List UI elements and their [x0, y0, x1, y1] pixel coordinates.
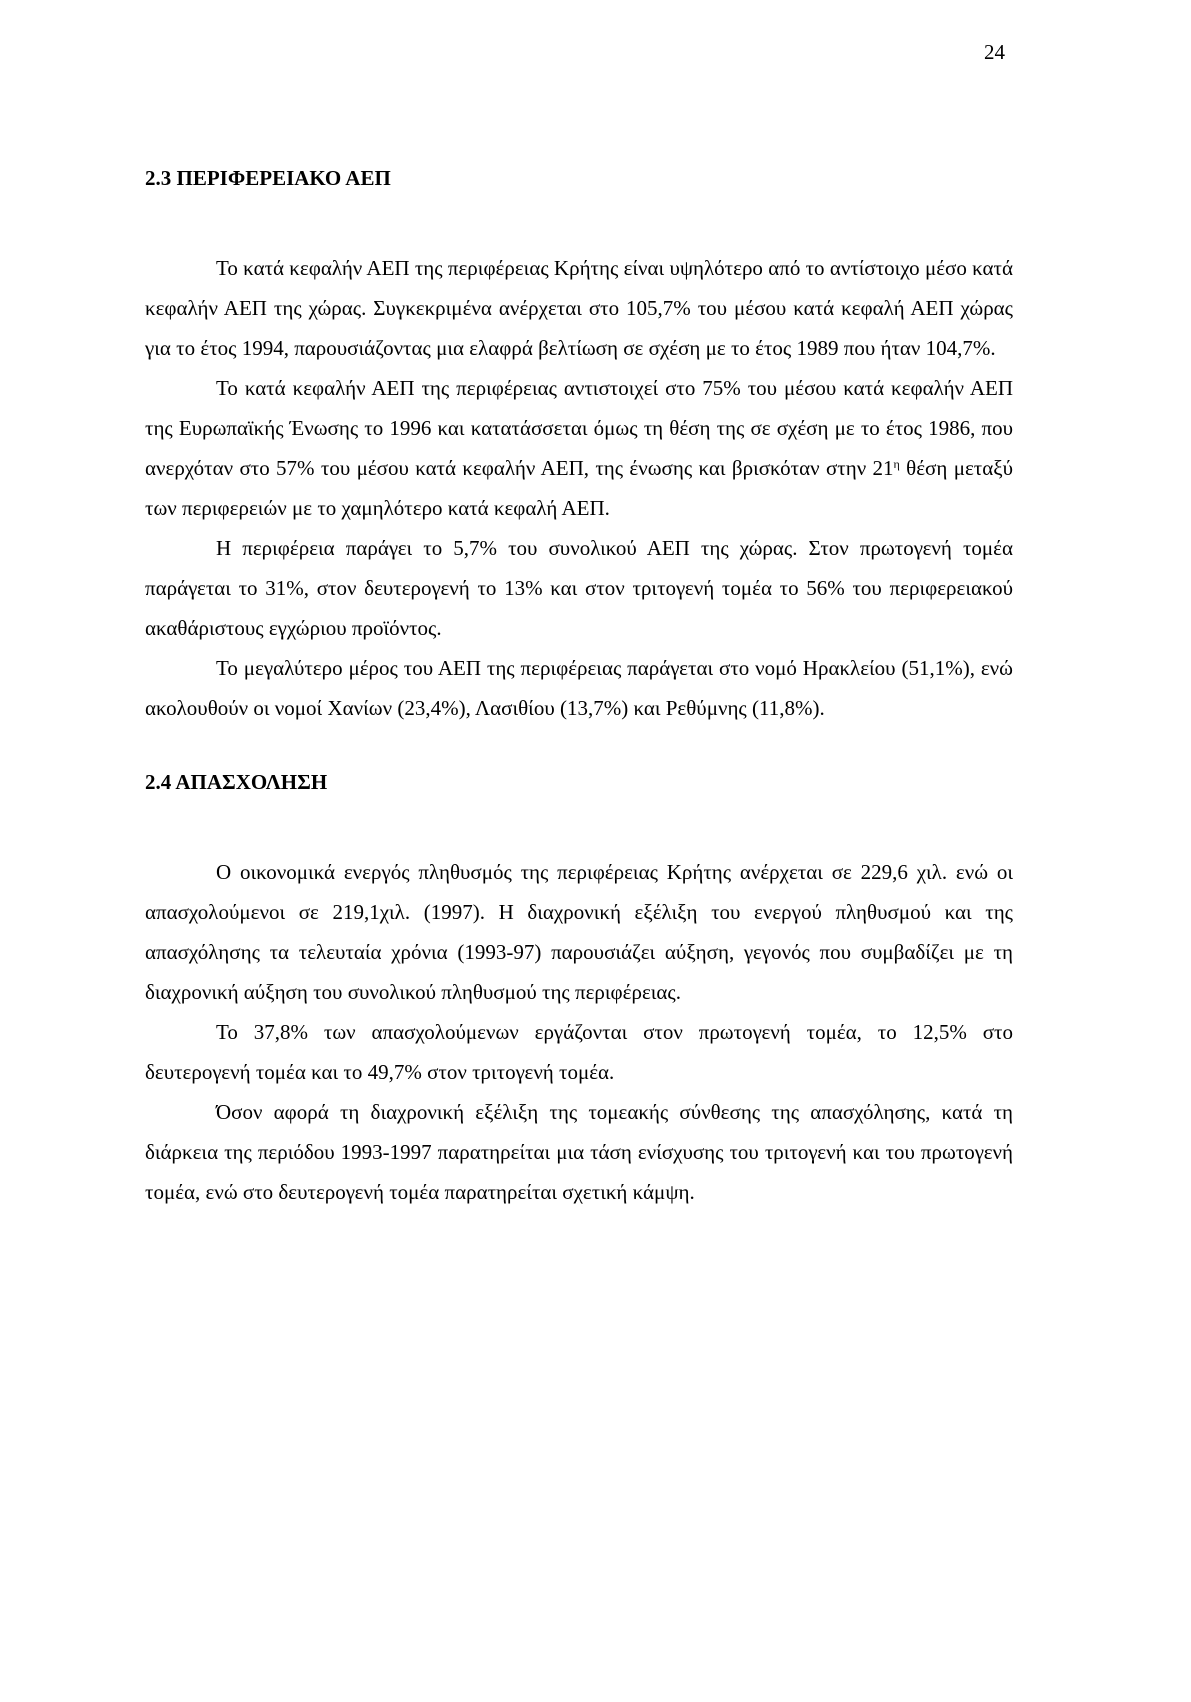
employment-paragraph-1: Ο οικονομικά ενεργός πληθυσμός της περιφέρειας Κρήτης ανέρχεται σε 229,6 χιλ. ενώ οι απασχολούμενοι σε 219,1χιλ. (1997). Η διαχρονική εξέλιξη του ενεργού πληθυσμού και της απασχόλησης τα τελευταία χρόνια (1993-97) παρουσιάζει αύξηση, γεγονός που συμβαδίζει με τη διαχρονική αύξηση του συνολικού πληθυσμού της περιφέρειας. [145, 860, 1013, 1004]
gdp-eu-text-after: θέση μεταξύ των περιφερειών με το χαμηλότερο κατά κεφαλή ΑΕΠ. [145, 456, 1013, 520]
section-spacer [145, 728, 1013, 768]
page-content [145, 150, 1013, 1212]
ordinal-superscript: η [893, 457, 900, 471]
employment-paragraph-3: Όσον αφορά τη διαχρονική εξέλιξη της τομεακής σύνθεσης της απασχόλησης, κατά τη διάρκεια της περιόδου 1993-1997 παρατηρείται μια τάση ενίσχυσης του τριτογενή και του πρωτογενή τομέα, ενώ στο δευτερογενή τομέα παρατηρείται σχετική κάμψη. [145, 1100, 1013, 1204]
page-number: 24 [984, 40, 1005, 64]
section-heading-regional-gdp: 2.3 ΠΕΡΙΦΕΡΕΙΑΚΟ ΑΕΠ [145, 166, 391, 190]
gdp-eu-text-before: Το κατά κεφαλήν ΑΕΠ της περιφέρειας αντιστοιχεί στο 75% του μέσου κατά κεφαλήν ΑΕΠ της Ευρωπαϊκής Ένωσης το 1996 και κατατάσσεται όμως τη θέση της σε σχέση με το έτος 1986, που ανερχόταν στο 57% του μέσου κατά κεφαλήν ΑΕΠ, της ένωσης και βρισκόταν στην 21 [145, 376, 1013, 480]
gdp-paragraph-prefectures: Το μεγαλύτερο μέρος του ΑΕΠ της περιφέρειας παράγεται στο νομό Ηρακλείου (51,1%), ενώ ακολουθούν οι νομοί Χανίων (23,4%), Λασιθίου (13,7%) και Ρεθύμνης (11,8%). [145, 656, 1013, 720]
gdp-paragraph-eu [145, 368, 1013, 528]
gdp-paragraph-sectors: Η περιφέρεια παράγει το 5,7% του συνολικού ΑΕΠ της χώρας. Στον πρωτογενή τομέα παράγεται το 31%, στον δευτερογενή το 13% και στον τριτογενή τομέα το 56% του περιφερειακού ακαθάριστους εγχώριου προϊόντος. [145, 536, 1013, 640]
employment-paragraph-2: Το 37,8% των απασχολούμενων εργάζονται στον πρωτογενή τομέα, το 12,5% στο δευτερογενή τομέα και το 49,7% στον τριτογενή τομέα. [145, 1020, 1013, 1084]
employment-section [145, 852, 1013, 1212]
section-heading-employment: 2.4 ΑΠΑΣΧΟΛΗΣΗ [145, 770, 328, 794]
regional-gdp-section [145, 248, 1013, 728]
gdp-paragraph-1: Το κατά κεφαλήν ΑΕΠ της περιφέρειας Κρήτης είναι υψηλότερο από το αντίστοιχο μέσο κατά κεφαλήν ΑΕΠ της χώρας. Συγκεκριμένα ανέρχεται στο 105,7% του μέσου κατά κεφαλή ΑΕΠ χώρας για το έτος 1994, παρουσιάζοντας μια ελαφρά βελτίωση σε σχέση με το έτος 1989 που ήταν 104,7%. [145, 256, 1013, 360]
